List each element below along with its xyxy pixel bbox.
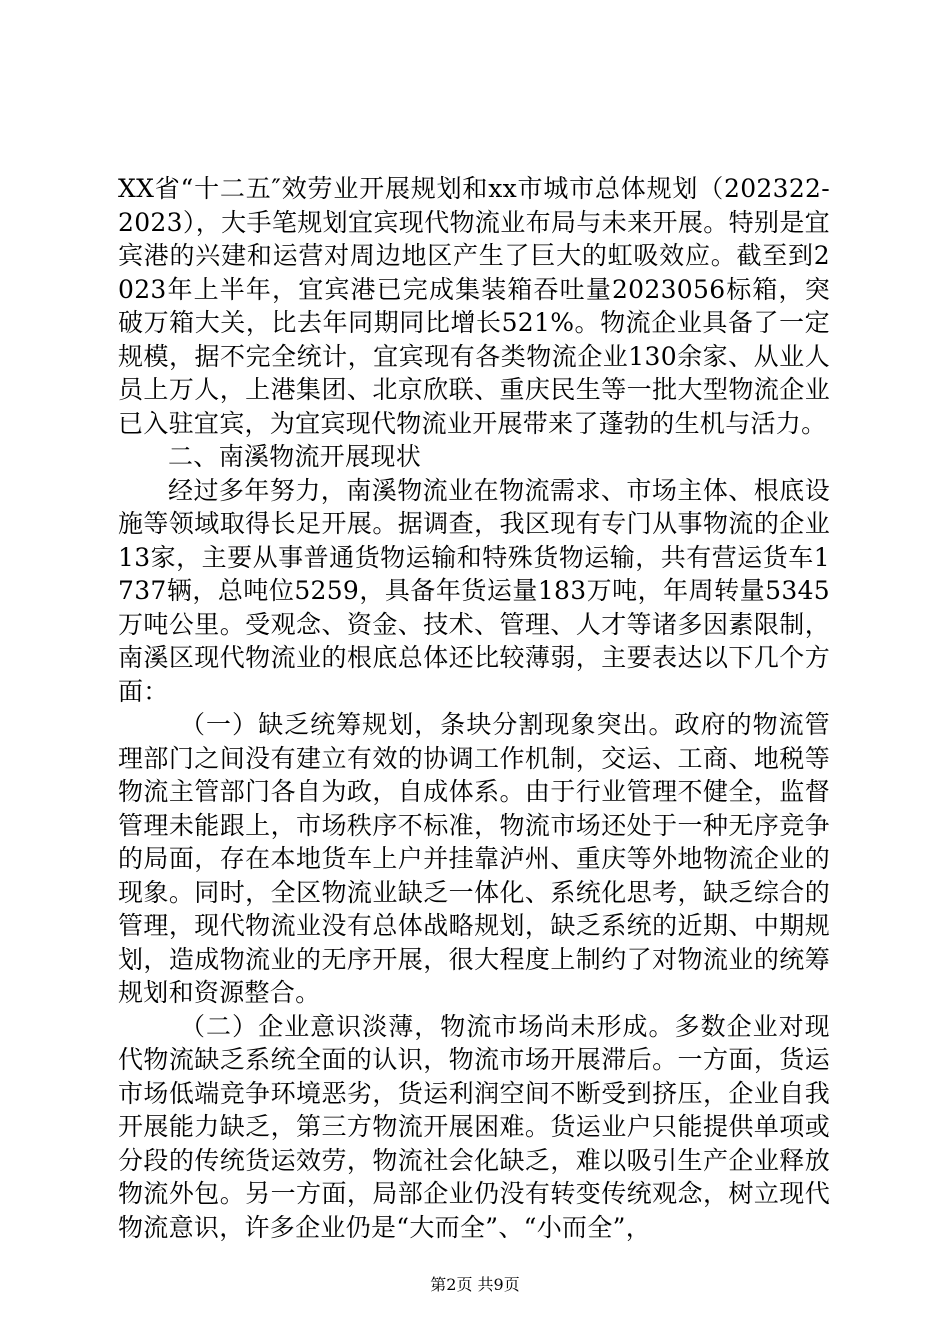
page-number-footer: 第2页 共9页 — [430, 1275, 520, 1294]
paragraph-point-one: （一）缺乏统筹规划，条块分割现象突出。政府的物流管理部门之间没有建立有效的协调工作机制，交运、工商、地税等物流主管部门各自为政，自成体系。由于行业管理不健全，监督管理未能跟上，市场秩序不标准，物流市场还处于一种无序竞争的局面，存在本地货车上户并挂靠泸州、重庆等外地物流企业的现象。同时，全区物流业缺乏一体化、系统化思考，缺乏综合的管理，现代物流业没有总体战略规划，缺乏系统的近期、中期规划，造成物流业的无序开展，很大程度上制约了对物流业的统筹规划和资源整合。 — [118, 710, 830, 1007]
document-body — [118, 172, 830, 1244]
section-heading-nanxi-status: 二、南溪物流开展现状 — [168, 442, 422, 471]
paragraph-point-two: （二）企业意识淡薄，物流市场尚未形成。多数企业对现代物流缺乏系统全面的认识，物流市场开展滞后。一方面，货运市场低端竞争环境恶劣，货运利润空间不断受到挤压，企业自我开展能力缺乏，第三方物流开展困难。货运业户只能提供单项或分段的传统货运效劳，物流社会化缺乏，难以吸引生产企业释放物流外包。另一方面，局部企业仍没有转变传统观念，树立现代物流意识，许多企业仍是“大而全”、“小而全”， — [118, 1011, 830, 1242]
paragraph-planning-overview: XX省“十二五″效劳业开展规划和xx市城市总体规划（202322-2023），大手笔规划宜宾现代物流业布局与未来开展。特别是宜宾港的兴建和运营对周边地区产生了巨大的虹吸效应。截至到2023年上半年，宜宾港已完成集装箱吞吐量2023056标箱，突破万箱大关，比去年同期同比增长521%。物流企业具备了一定规模，据不完全统计，宜宾现有各类物流企业130余家、从业人员上万人，上港集团、北京欣联、重庆民生等一批大型物流企业已入驻宜宾，为宜宾现代物流业开展带来了蓬勃的生机与活力。 — [118, 174, 830, 438]
paragraph-nanxi-status: 经过多年努力，南溪物流业在物流需求、市场主体、根底设施等领域取得长足开展。据调查，我区现有专门从事物流的企业13家，主要从事普通货物运输和特殊货物运输，共有营运货车1737辆，总吨位5259，具备年货运量183万吨，年周转量5345万吨公里。受观念、资金、技术、管理、人才等诸多因素限制，南溪区现代物流业的根底总体还比较薄弱，主要表达以下几个方面： — [118, 475, 830, 706]
